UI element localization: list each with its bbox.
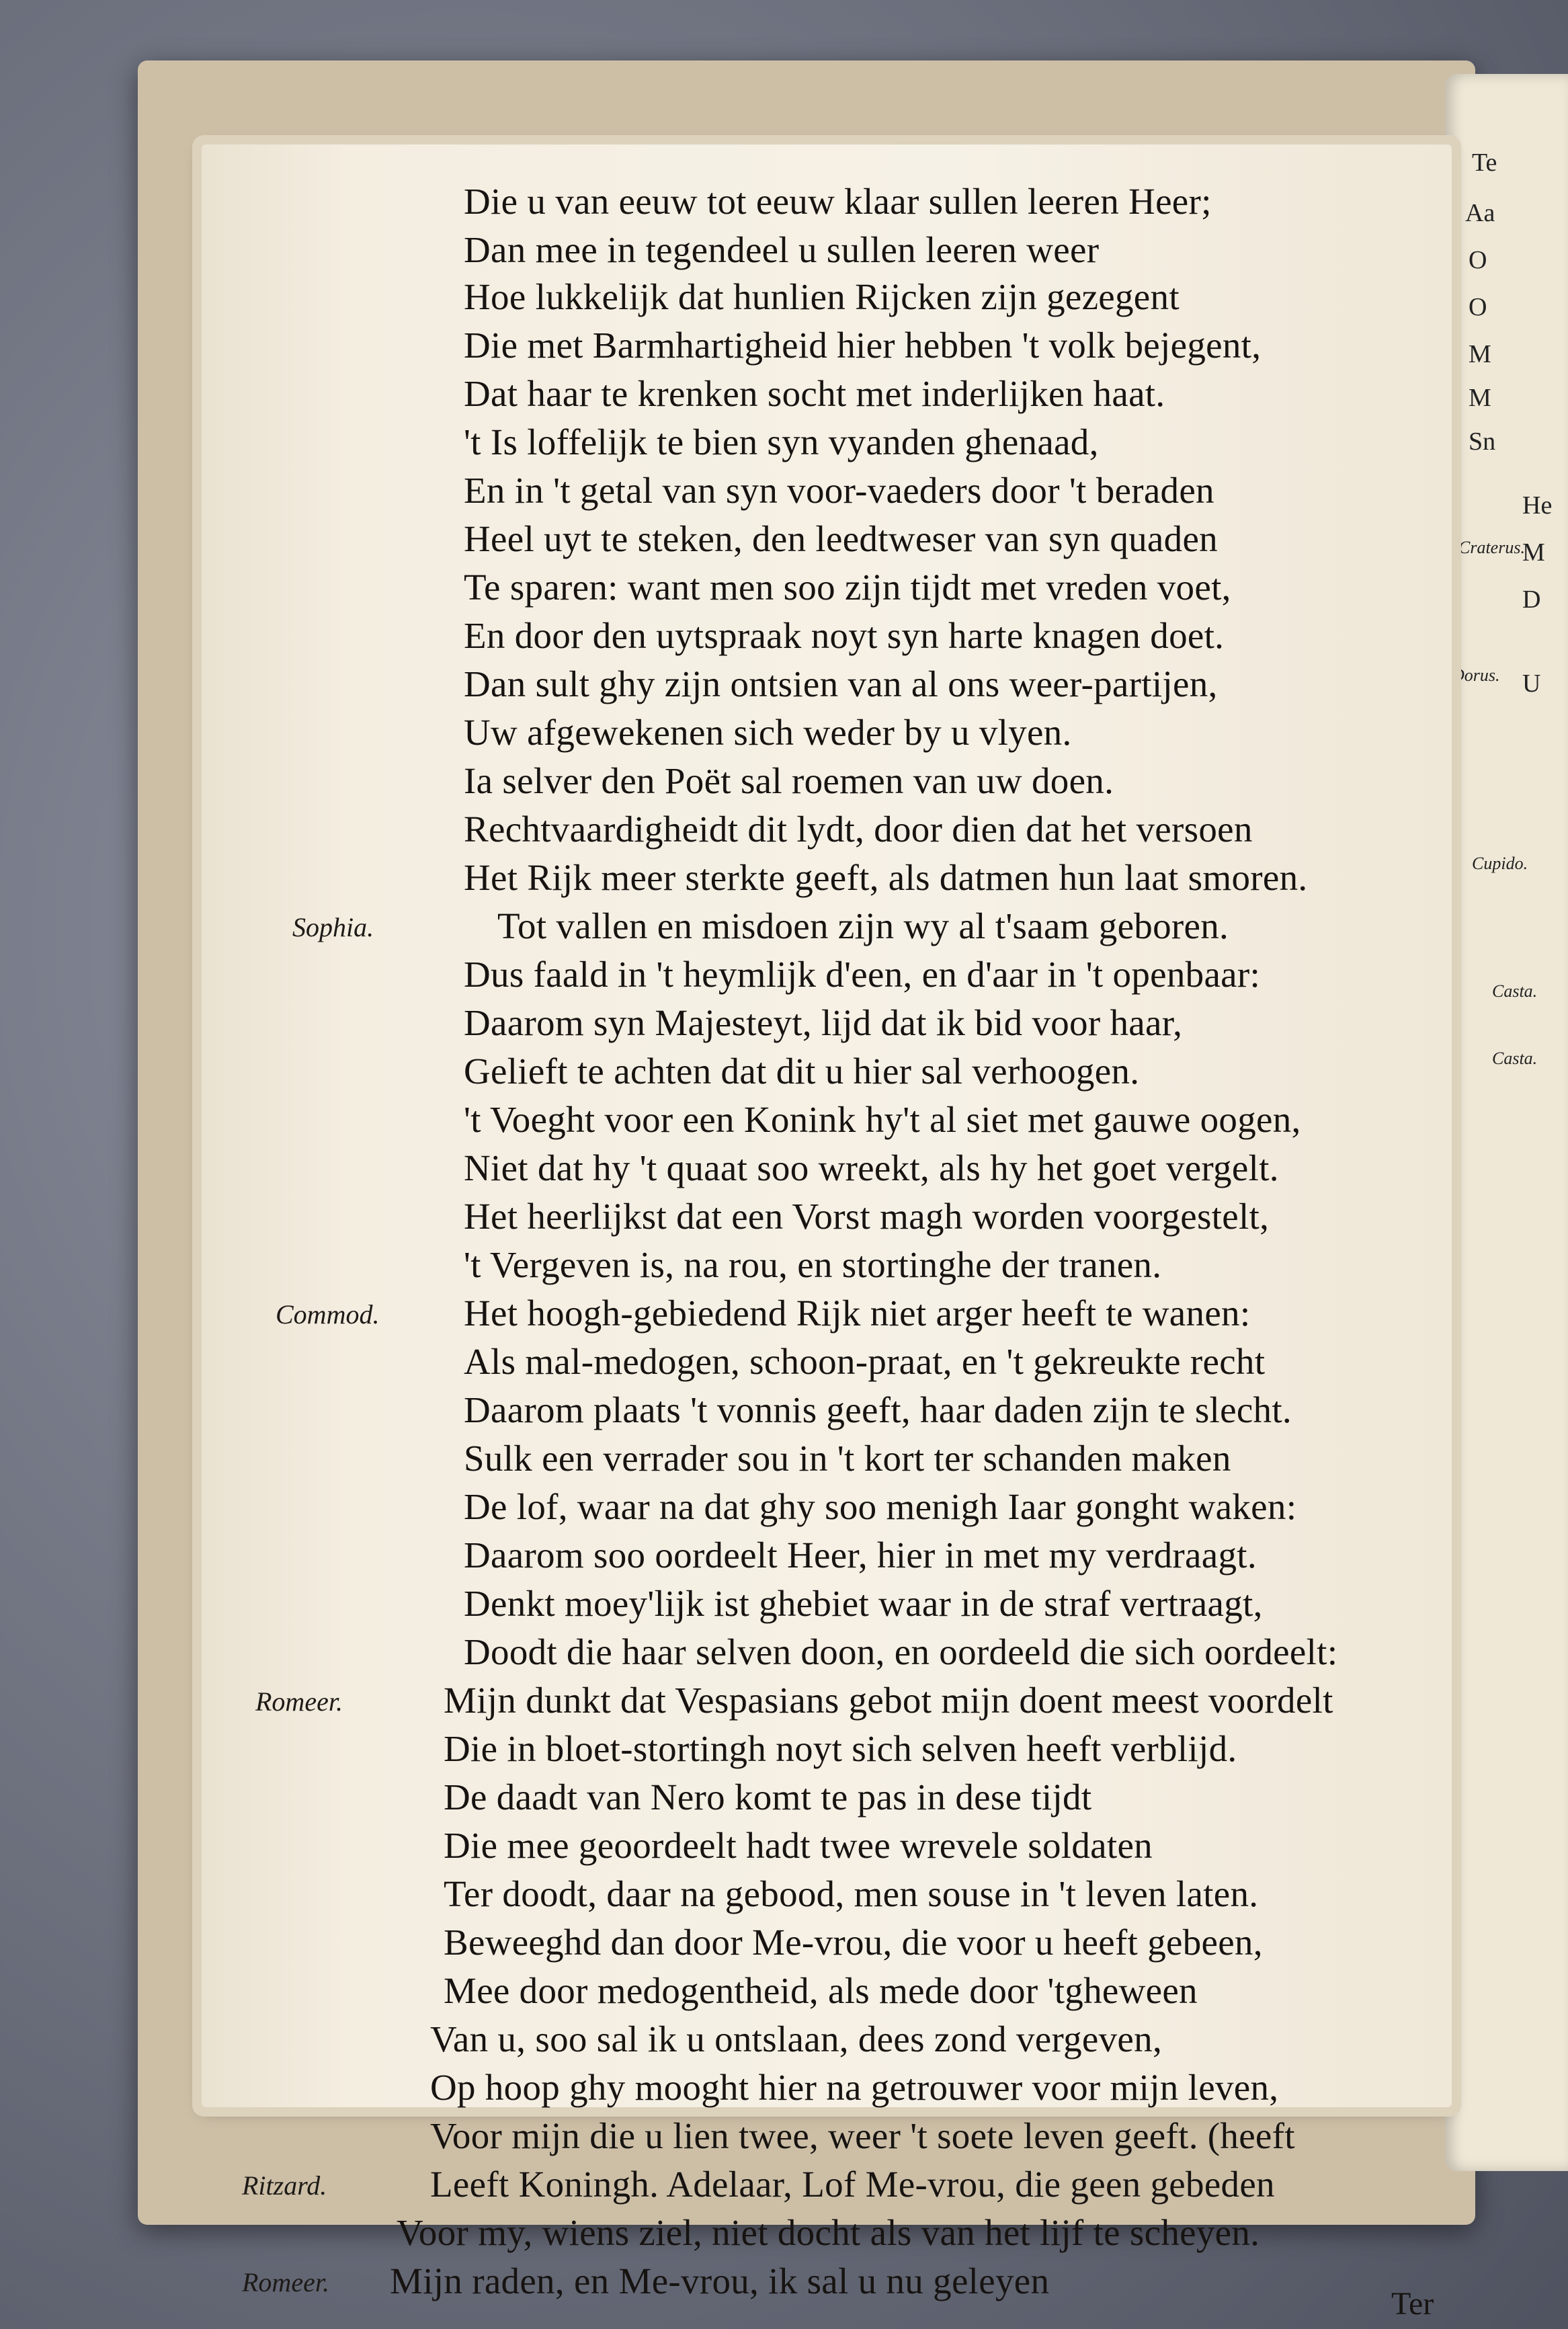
verse-line: Dan mee in tegendeel u sullen leeren weer — [464, 229, 1100, 270]
verse-line: Die mee geoordeelt hadt twee wrevele soldaten — [444, 1825, 1153, 1866]
verse-line: Dus faald in 't heymlijk d'een, en d'aar in 't openbaar: — [464, 954, 1261, 995]
verse-line: Die met Barmhartigheid hier hebben 't volk bejegent, — [464, 325, 1262, 366]
verse-line: 't Voeght voor een Konink hy't al siet met gauwe oogen, — [464, 1099, 1301, 1140]
speaker-name: Ritzard. — [242, 2170, 327, 2201]
verse-line: Dan sult ghy zijn ontsien van al ons weer-partijen, — [464, 663, 1218, 704]
speaker-name: Romeer. — [255, 1686, 343, 1717]
verse-line: Tot vallen en misdoen zijn wy al t'saam geboren. — [497, 905, 1229, 946]
verse-line: Mijn raden, en Me-vrou, ik sal u nu geleyen — [390, 2260, 1050, 2301]
verse-line: Ter doodt, daar na gebood, men souse in 't leven laten. — [444, 1873, 1259, 1914]
catchword: Ter — [1391, 2286, 1434, 2322]
facing-page-text: O — [1469, 293, 1487, 321]
verse-line: En in 't getal van syn voor-vaeders door 't beraden — [464, 470, 1214, 511]
verse-line: Denkt moey'lijk ist ghebiet waar in de straf vertraagt, — [464, 1583, 1263, 1624]
facing-page-text: He — [1522, 491, 1553, 520]
facing-page-text: Aa — [1465, 199, 1495, 227]
verse-line: Uw afgewekenen sich weder by u vlyen. — [464, 712, 1072, 753]
facing-page-text: M — [1469, 384, 1491, 412]
speaker-name: Sophia. — [292, 912, 374, 942]
verse-line: Mijn dunkt dat Vespasians gebot mijn doent meest voordelt — [444, 1680, 1333, 1721]
facing-page — [1445, 74, 1568, 2171]
verse-line: Dat haar te krenken socht met inderlijken haat. — [464, 373, 1165, 414]
verse-line: Rechtvaardigheidt dit lydt, door dien dat het versoen — [464, 809, 1253, 850]
verse-line: Heel uyt te steken, den leedtweser van syn quaden — [464, 518, 1218, 559]
verse-line: En door den uytspraak noyt syn harte knagen doet. — [464, 615, 1225, 656]
facing-page-text: O — [1469, 246, 1487, 274]
verse-line: Het heerlijkst dat een Vorst magh worden voorgestelt, — [464, 1196, 1270, 1237]
speaker-name: Commod. — [276, 1299, 380, 1330]
facing-page-speaker: Dorus. — [1452, 665, 1500, 685]
facing-page-text: U — [1522, 669, 1541, 698]
facing-page-text: Sn — [1469, 427, 1496, 456]
verse-line: Sulk een verrader sou in 't kort ter schanden maken — [464, 1438, 1231, 1479]
verse-line: Beweeghd dan door Me-vrou, die voor u heeft gebeen, — [444, 1922, 1263, 1963]
speaker-name: Romeer. — [242, 2267, 329, 2297]
verse-line: Ia selver den Poët sal roemen van uw doen. — [464, 760, 1114, 801]
verse-line: Als mal-medogen, schoon-praat, en 't gekreukte recht — [464, 1341, 1266, 1382]
facing-page-text: M — [1469, 340, 1491, 368]
verse-line: Hoe lukkelijk dat hunlien Rijcken zijn gezegent — [464, 276, 1180, 317]
verse-line: Doodt die haar selven doon, en oordeeld die sich oordeelt: — [464, 1631, 1338, 1672]
verse-line: Het Rijk meer sterkte geeft, als datmen hun laat smoren. — [464, 857, 1308, 898]
facing-page-speaker: Casta. — [1492, 981, 1538, 1001]
verse-line: Mee door medogentheid, als mede door 'tgheween — [444, 1970, 1198, 2011]
verse-line: De daadt van Nero komt te pas in dese tijdt — [444, 1776, 1092, 1817]
facing-page-speaker: Casta. — [1492, 1049, 1538, 1068]
facing-page-text: Te — [1472, 149, 1497, 177]
verse-line: 't Vergeven is, na rou, en stortinghe der tranen. — [464, 1244, 1162, 1285]
verse-line: Die in bloet-stortingh noyt sich selven heeft verblijd. — [444, 1728, 1237, 1769]
verse-line: Gelieft te achten dat dit u hier sal verhoogen. — [464, 1051, 1140, 1092]
verse-line: Daarom soo oordeelt Heer, hier in met my verdraagt. — [464, 1535, 1257, 1576]
verse-line: Voor mijn die u lien twee, weer 't soete leven geeft. (heeft — [430, 2115, 1295, 2156]
facing-page-speaker: Cupido. — [1472, 854, 1528, 873]
facing-page-speaker: Craterus. — [1458, 538, 1525, 557]
verse-line: Daarom syn Majesteyt, lijd dat ik bid voor haar, — [464, 1002, 1183, 1043]
verse-line: Die u van eeuw tot eeuw klaar sullen leeren Heer; — [464, 181, 1212, 222]
verse-line: Van u, soo sal ik u ontslaan, dees zond vergeven, — [430, 2018, 1162, 2059]
verse-line: Voor my, wiens ziel, niet docht als van het lijf te scheyen. — [397, 2212, 1260, 2253]
verse-line: Het hoogh-gebiedend Rijk niet arger heeft te wanen: — [464, 1293, 1251, 1334]
facing-page-text: M — [1522, 538, 1545, 567]
verse-line: Op hoop ghy mooght hier na getrouwer voor mijn leven, — [430, 2067, 1279, 2108]
verse-line: Te sparen: want men soo zijn tijdt met vreden voet, — [464, 567, 1231, 608]
verse-line: De lof, waar na dat ghy soo menigh Iaar gonght waken: — [464, 1486, 1297, 1527]
verse-line: Niet dat hy 't quaat soo wreekt, als hy het goet vergelt. — [464, 1147, 1279, 1188]
verse-line: 't Is loffelijk te bien syn vyanden ghenaad, — [464, 421, 1099, 462]
facing-page-text: D — [1522, 585, 1541, 614]
verse-line: Leeft Koningh. Adelaar, Lof Me-vrou, die geen gebeden — [430, 2164, 1275, 2205]
verse-line: Daarom plaats 't vonnis geeft, haar daden zijn te slecht. — [464, 1389, 1292, 1430]
